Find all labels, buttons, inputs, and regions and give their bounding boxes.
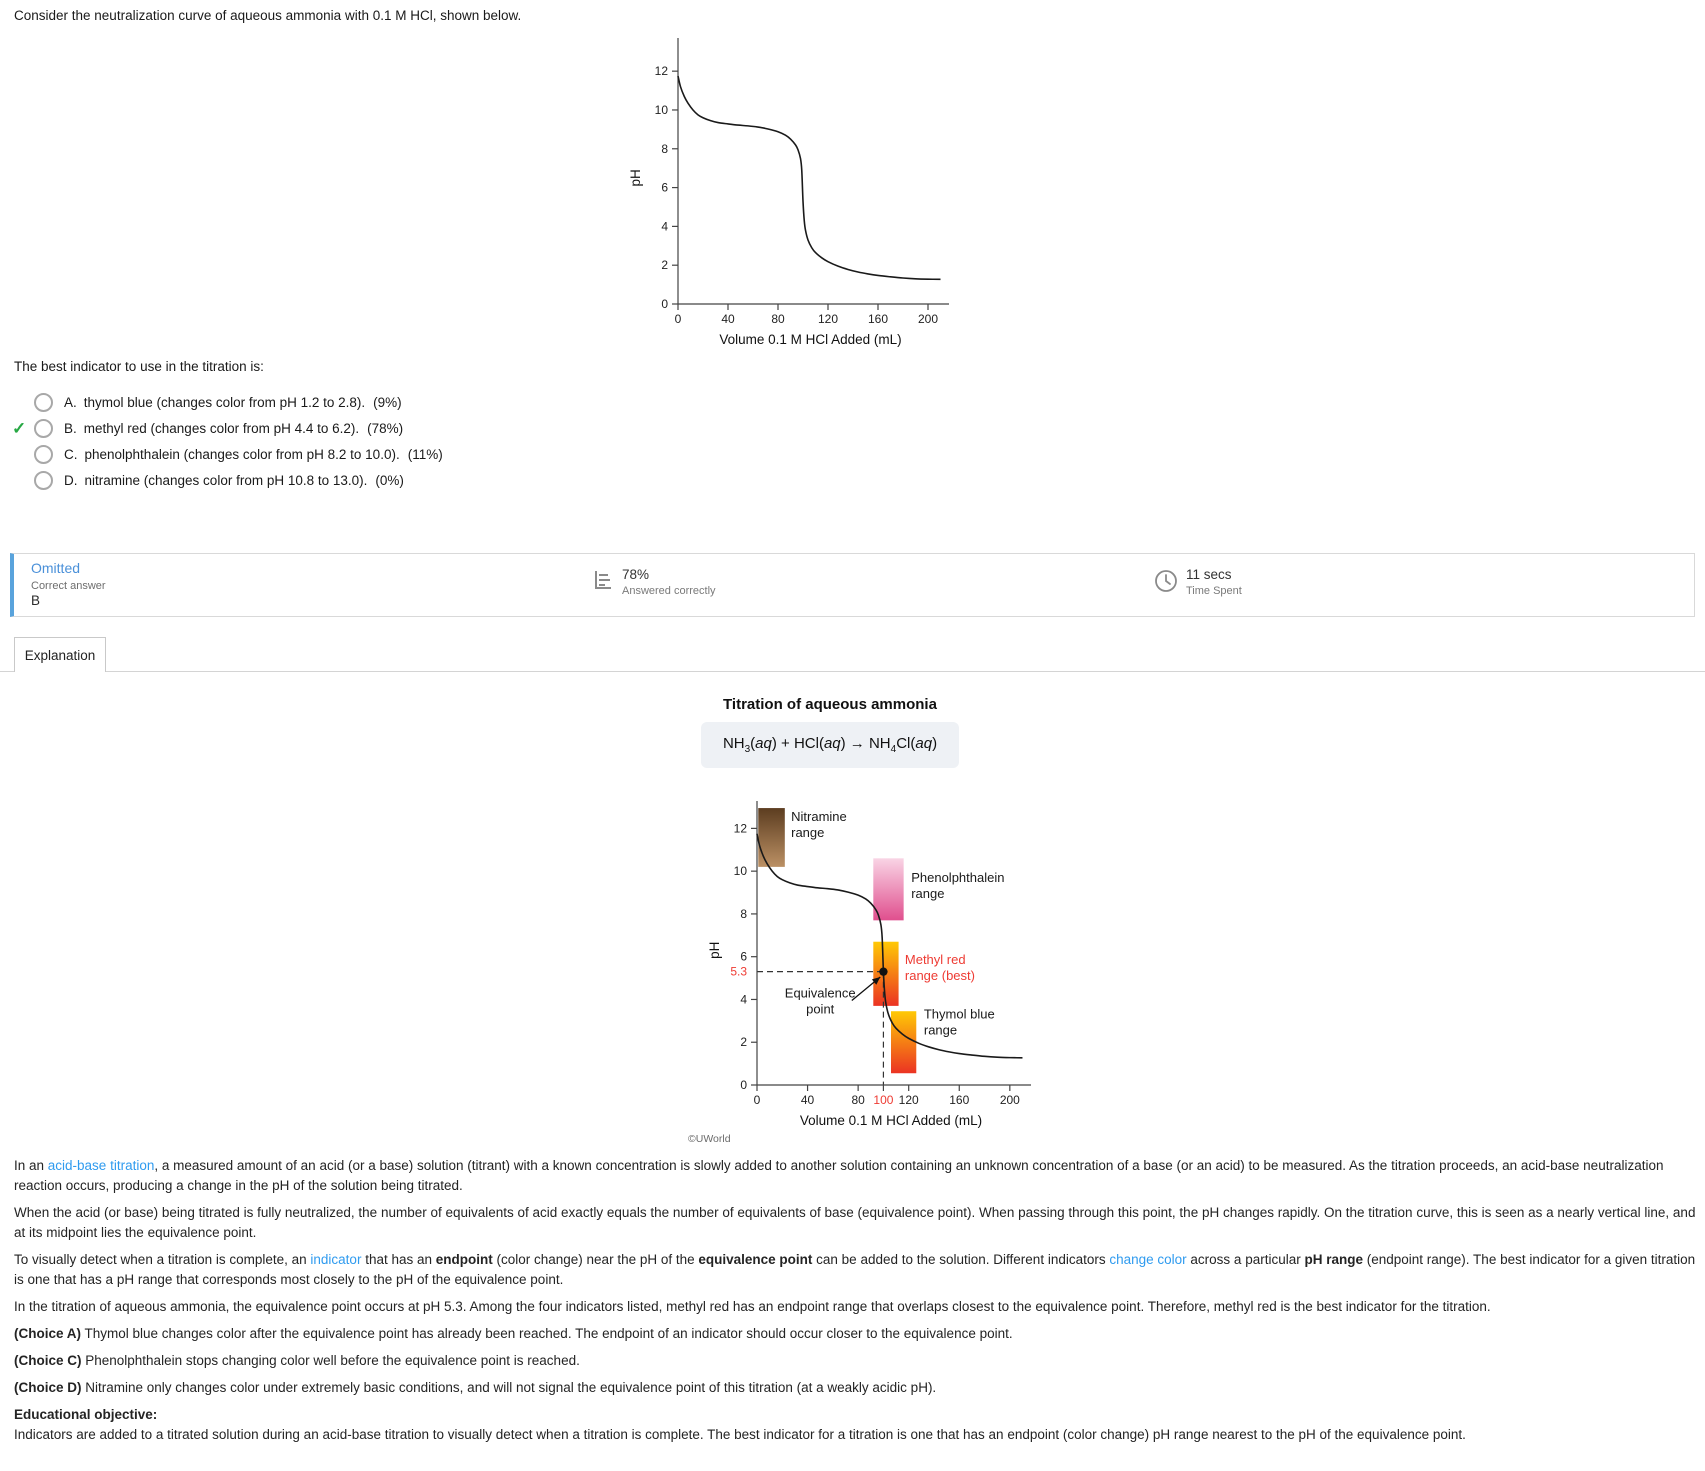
question-prompt: The best indicator to use in the titration is: <box>14 359 264 374</box>
result-summary-bar <box>10 553 1695 617</box>
inline-link[interactable]: change color <box>1109 1252 1187 1267</box>
option-percentage: (0%) <box>375 472 404 488</box>
svg-text:10: 10 <box>733 864 747 879</box>
svg-text:10: 10 <box>654 102 668 117</box>
explanation-paragraph-choice-a: (Choice A) Thymol blue changes color after the equivalence point has already been reached. The endpoint of an indicator should occur closer to the equivalence point. <box>14 1326 1013 1341</box>
explanation-paragraph: When the acid (or base) being titrated is fully neutralized, the number of equivalents of acid exactly equals the number of equivalents of base (equivalence point). When passing through this point, the pH changes rapidly. On the titration curve, this is seen as a nearly vertical line, and at its midpoint lies the equivalence point. <box>14 1205 1696 1240</box>
question-intro: Consider the neutralization curve of aqueous ammonia with 0.1 M HCl, shown below. <box>14 8 522 23</box>
svg-text:8: 8 <box>661 141 668 156</box>
svg-text:80: 80 <box>851 1093 865 1107</box>
answered-pct: 78% <box>622 567 650 582</box>
clock-icon <box>1154 569 1178 593</box>
answered-correctly-stat <box>592 567 716 597</box>
svg-text:120: 120 <box>817 312 839 326</box>
status-badge: Omitted <box>31 560 81 576</box>
svg-text:200: 200 <box>917 312 939 326</box>
svg-text:120: 120 <box>898 1093 919 1107</box>
svg-text:Volume 0.1 M HCl Added (mL): Volume 0.1 M HCl Added (mL) <box>799 1113 983 1128</box>
option-text: nitramine (changes color from pH 10.8 to 13.0). <box>84 472 368 488</box>
svg-text:40: 40 <box>800 1093 815 1107</box>
explanation-paragraph: In an acid-base titration, a measured amount of an acid (or a base) solution (titrant) with a known concentration is slowly added to another solution containing an unknown concentration of a base (or an acid) to be measured. As the titration proceeds, an acid-base neutralization reaction occurs, producing a change in the pH of the solution being titrated. <box>14 1158 1664 1193</box>
svg-text:4: 4 <box>661 219 668 234</box>
svg-text:4: 4 <box>740 992 747 1007</box>
svg-text:2: 2 <box>740 1035 747 1050</box>
time-spent-value: 11 secs <box>1186 567 1232 582</box>
svg-text:80: 80 <box>771 312 785 326</box>
answer-option-d <box>12 469 404 491</box>
option-letter: A. <box>64 394 77 410</box>
svg-text:200: 200 <box>999 1093 1020 1107</box>
explanation-paragraph-choice-c: (Choice C) Phenolphthalein stops changing color well before the equivalence point is reached. <box>14 1353 580 1368</box>
answer-option-c <box>12 443 443 465</box>
neutralization-curve-chart <box>620 34 1040 356</box>
answer-option-b <box>12 417 403 439</box>
time-spent-label: Time Spent <box>1186 585 1242 597</box>
option-letter: D. <box>64 472 78 488</box>
option-percentage: (9%) <box>373 394 402 410</box>
titration-indicator-ranges-chart <box>640 790 1060 1135</box>
explanation-paragraph-choice-d: (Choice D) Nitramine only changes color under extremely basic conditions, and will not signal the equivalence point of this titration (at a weakly acidic pH). <box>14 1380 937 1395</box>
svg-text:6: 6 <box>740 949 747 964</box>
bar-chart-icon <box>592 569 614 591</box>
svg-text:Methyl redrange (best): Methyl red range (best) <box>904 952 975 984</box>
svg-text:pH: pH <box>707 941 722 959</box>
svg-text:Phenolphthaleinrange: Phenolphthalein range <box>911 869 1005 901</box>
svg-text:12: 12 <box>733 821 747 836</box>
answered-label: Answered correctly <box>622 585 716 597</box>
svg-text:0: 0 <box>661 297 668 311</box>
svg-text:8: 8 <box>740 906 747 921</box>
correct-answer-label: Correct answer <box>31 580 106 592</box>
svg-text:0: 0 <box>753 1093 761 1107</box>
svg-text:0: 0 <box>674 312 682 326</box>
inline-link[interactable]: indicator <box>310 1252 362 1267</box>
svg-text:160: 160 <box>949 1093 970 1107</box>
option-percentage: (78%) <box>367 420 404 436</box>
radio-button-b[interactable] <box>34 419 53 438</box>
chemical-equation: $NH_3(aq) + HCl(aq) \to NH_4Cl(aq)$ <box>701 722 959 768</box>
svg-text:40: 40 <box>721 312 735 326</box>
option-text: phenolphthalein (changes color from pH 8.2 to 10.0). <box>84 446 400 462</box>
svg-text:12: 12 <box>654 64 668 79</box>
correct-answer-value: B <box>31 593 41 608</box>
radio-button-d[interactable] <box>34 471 53 490</box>
svg-text:6: 6 <box>661 180 668 195</box>
figure-title: Titration of aqueous ammonia <box>723 696 937 713</box>
time-spent-stat <box>1154 567 1242 597</box>
tab-divider <box>0 671 1705 672</box>
svg-text:0: 0 <box>740 1078 747 1092</box>
explanation-paragraph: In the titration of aqueous ammonia, the equivalence point occurs at pH 5.3. Among the four indicators listed, methyl red has an endpoint range that overlaps closest to the equivalence point. Therefore, methyl red is the best indicator for the titration. <box>14 1299 1491 1314</box>
option-letter: B. <box>64 420 77 436</box>
option-letter: C. <box>64 446 78 462</box>
svg-text:pH: pH <box>628 169 643 187</box>
svg-text:160: 160 <box>867 312 889 326</box>
radio-button-c[interactable] <box>34 445 53 464</box>
educational-objective: Educational objective: Indicators are added to a titrated solution during an acid-base titration to visually detect when a titration is complete. The best indicator for a titration is one that has an endpoint (color change) pH range nearest to the pH of the equivalence point. <box>14 1407 1466 1442</box>
answer-option-a <box>12 391 402 413</box>
explanation-body <box>14 1156 1697 1452</box>
svg-text:100: 100 <box>873 1093 894 1107</box>
option-text: thymol blue (changes color from pH 1.2 to 2.8). <box>83 394 366 410</box>
copyright-watermark: ©UWorld <box>688 1133 731 1145</box>
svg-text:5.3: 5.3 <box>730 964 747 979</box>
svg-text:Equivalencepoint: Equivalence point <box>784 985 856 1017</box>
svg-text:Nitraminerange: Nitramine range <box>791 808 847 840</box>
option-percentage: (11%) <box>407 446 443 462</box>
explanation-paragraph: To visually detect when a titration is complete, an indicator that has an endpoint (color change) near the pH of the equivalence point can be added to the solution. Different indicators change color across a particular pH range (endpoint range). The best indicator for a given titration is one that has a pH range that corresponds most closely to the pH of the equivalence point. <box>14 1252 1696 1287</box>
svg-text:Volume 0.1 M HCl Added (mL): Volume 0.1 M HCl Added (mL) <box>719 332 902 347</box>
option-text: methyl red (changes color from pH 4.4 to 6.2). <box>83 420 360 436</box>
correct-answer-check-icon: ✓ <box>12 418 27 438</box>
check-slot <box>12 420 34 437</box>
radio-button-a[interactable] <box>34 393 53 412</box>
svg-text:Thymol bluerange: Thymol blue range <box>923 1006 995 1038</box>
equation-wrapper <box>620 722 1040 768</box>
inline-link[interactable]: acid-base titration <box>47 1158 155 1173</box>
svg-text:2: 2 <box>661 258 668 273</box>
tab-explanation[interactable]: Explanation <box>14 637 106 672</box>
